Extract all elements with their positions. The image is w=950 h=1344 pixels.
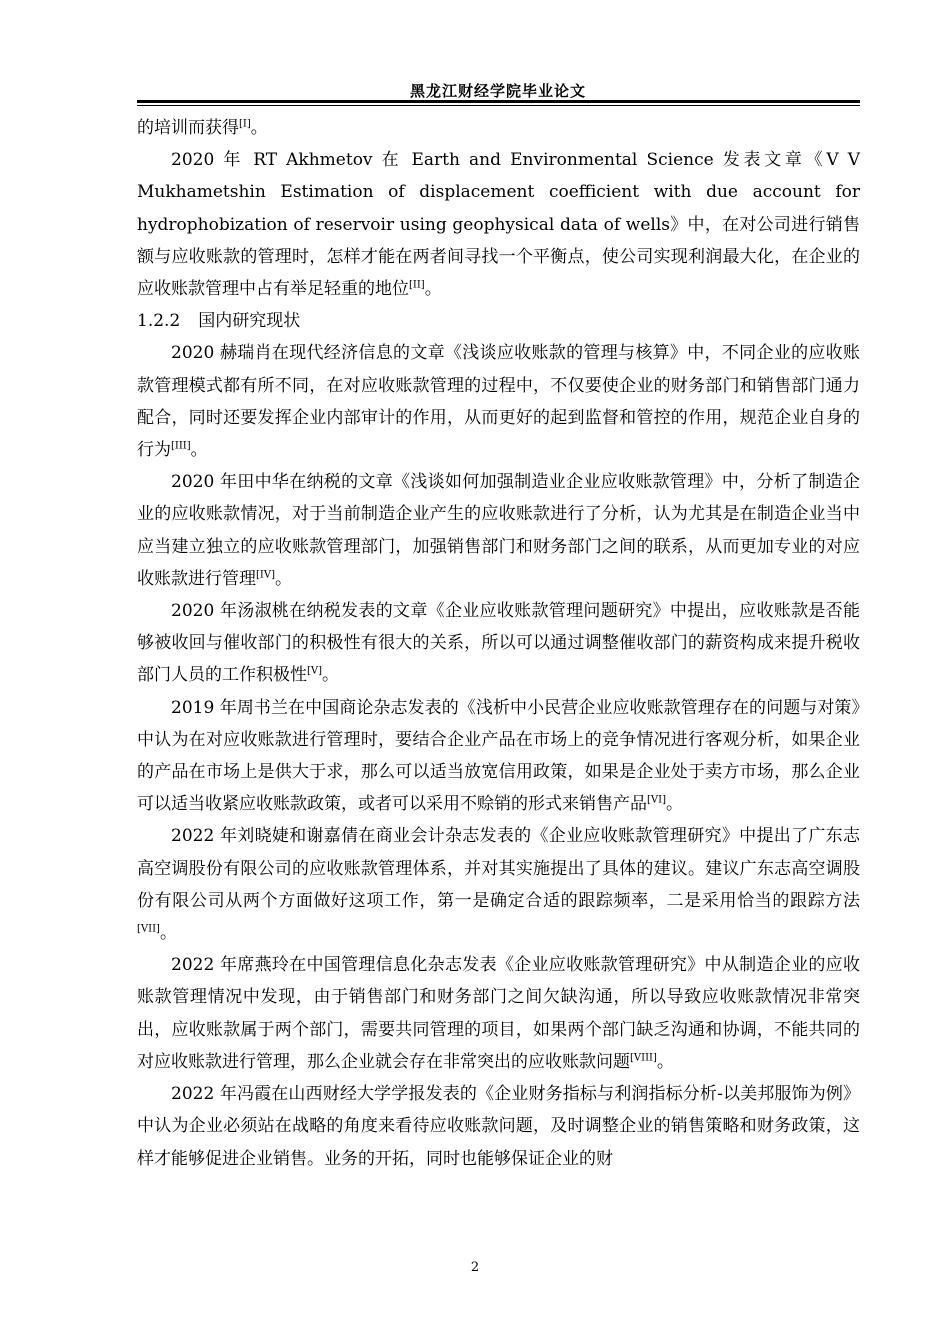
section-title: 国内研究现状 <box>198 311 301 332</box>
page-number: 2 <box>470 1260 480 1275</box>
section-heading <box>137 305 860 337</box>
page-header-title: 黑龙江财经学院毕业论文 <box>409 82 586 100</box>
citation-ref: [III] <box>171 440 191 452</box>
paragraph: 2022 年冯霞在山西财经大学学报发表的《企业财务指标与利润指标分析-以美邦服饰为例》中认为企业必须站在战略的角度来看待应收账款问题，及时调整企业的销售策略和财务政策，这样才能够促进企业销售。业务的开拓，同时也能够保证企业的财 <box>137 1084 860 1169</box>
paragraph: 2020 年 RT Akhmetov 在 Earth and Environmental Science 发表文章《V V Mukhametshin Estimation of displacement coefficient with due account for hydrophobization of reservoir using geophysical data of wells》中，在对公司进行销售额与应收账款的管理时，怎样才能在两者间寻找一个平衡点，使公司实现利润最大化，在企业的应收账款管理中占有举足轻重的地位[II]。 <box>137 150 860 300</box>
section-number: 1.2.2 <box>137 311 181 332</box>
paragraph: 2022 年席燕玲在中国管理信息化杂志发表《企业应收账款管理研究》中从制造企业的应收账款管理情况中发现，由于销售部门和财务部门之间欠缺沟通，所以导致应收账款情况非常突出，应收账款属于两个部门，需要共同管理的项目，如果两个部门缺乏沟通和协调，不能共同的对应收账款进行管理，那么企业就会存在非常突出的应收账款问题[VIII]。 <box>137 955 860 1072</box>
citation-ref: [VIII] <box>630 1052 657 1064</box>
document-body <box>137 112 860 1175</box>
paragraph: 2022 年刘晓婕和谢嘉倩在商业会计杂志发表的《企业应收账款管理研究》中提出了广东志高空调股份有限公司的应收账款管理体系，并对其实施提出了具体的建议。建议广东志高空调股份有限公司从两个方面做好这项工作，第一是确定合适的跟踪频率，二是采用恰当的跟踪方法[VII]。 <box>137 826 860 944</box>
paragraph: 2019 年周书兰在中国商论杂志发表的《浅析中小民营企业应收账款管理存在的问题与对策》中认为在对应收账款进行管理时，要结合企业产品在市场上的竞争情况进行客观分析，如果企业的产品在市场上是供大于求，那么可以适当放宽信用政策，如果是企业处于卖方市场，那么企业可以适当收紧应收账款政策，或者可以采用不赊销的形式来销售产品[VI]。 <box>137 697 860 815</box>
paragraph-continuation: 的培训而获得[I]。 <box>137 118 268 138</box>
paragraph: 2020 年田中华在纳税的文章《浅谈如何加强制造业企业应收账款管理》中，分析了制造企业的应收账款情况，对于当前制造企业产生的应收账款进行了分析，认为尤其是在制造企业当中应当建立独立的应收账款管理部门，加强销售部门和财务部门之间的联系，从而更加专业的对应收账款进行管理[IV]。 <box>137 472 860 589</box>
citation-ref: [VII] <box>137 923 160 935</box>
citation-ref: [IV] <box>256 569 275 581</box>
citation-ref: [I] <box>239 118 251 130</box>
header-rule-thin <box>137 105 860 106</box>
paragraph: 2020 赫瑞肖在现代经济信息的文章《浅谈应收账款的管理与核算》中，不同企业的应收账款管理模式都有所不同，在对应收账款管理的过程中，不仅要使企业的财务部门和销售部门通力配合，同时还要发挥企业内部审计的作用，从而更好的起到监督和管控的作用，规范企业自身的行为[III]。 <box>137 343 860 461</box>
citation-ref: [II] <box>409 279 425 291</box>
citation-ref: [VI] <box>647 794 666 806</box>
header-rule-thick <box>137 100 860 103</box>
paragraph: 2020 年汤淑桃在纳税发表的文章《企业应收账款管理问题研究》中提出，应收账款是否能够被收回与催收部门的积极性有很大的关系，所以可以通过调整催收部门的薪资构成来提升税收部门人员的工作积极性[V]。 <box>137 601 860 686</box>
citation-ref: [V] <box>307 665 323 677</box>
